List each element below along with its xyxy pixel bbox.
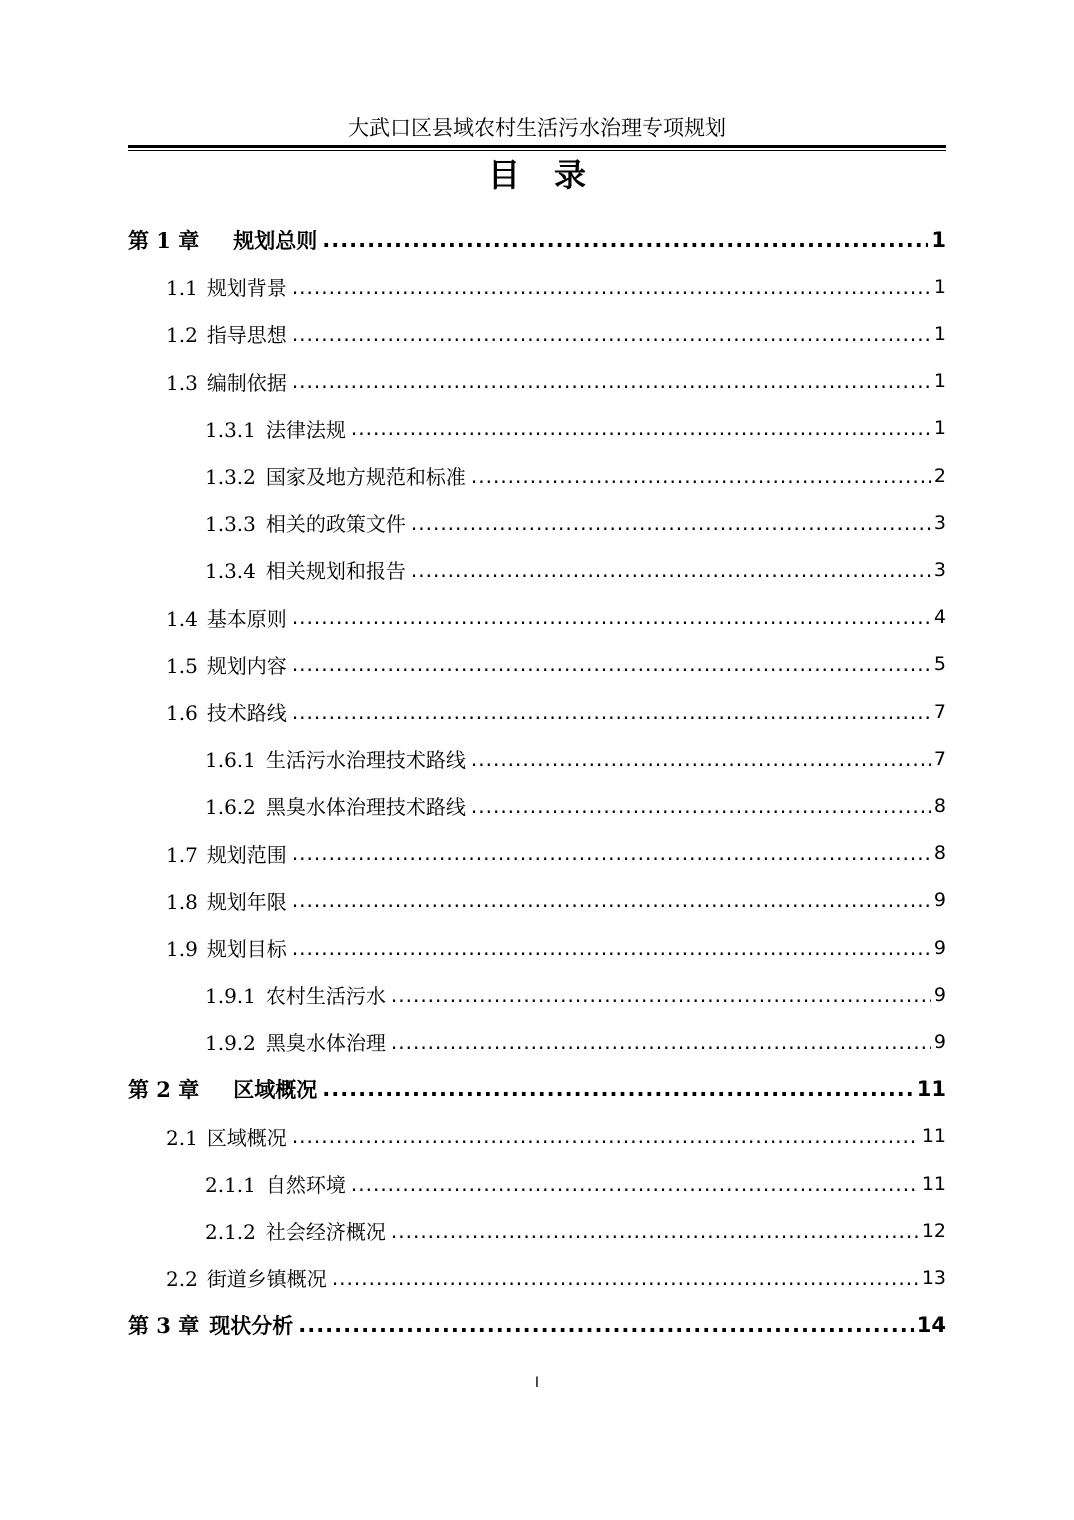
toc-dot-leader <box>292 888 931 912</box>
toc-entry-number: 1.9 <box>166 937 198 961</box>
toc-dot-leader <box>322 228 928 252</box>
toc-entry[interactable] <box>128 641 946 688</box>
toc-entry-label: 国家及地方规范和标准 <box>265 465 466 489</box>
toc-entry-number: 第 1 章 <box>128 227 200 253</box>
toc-entry-page: 7 <box>933 700 946 723</box>
toc-entry-label: 自然环境 <box>265 1173 346 1197</box>
toc-entry-label: 规划年限 <box>206 889 287 914</box>
toc-entry-label: 相关的政策文件 <box>265 512 406 537</box>
toc-entry-page: 9 <box>933 1030 946 1053</box>
toc-dot-leader <box>292 275 931 299</box>
toc-entry-number: 1.3.4 <box>205 559 256 584</box>
toc-entry[interactable] <box>128 310 946 357</box>
toc-entry-number: 1.3.1 <box>205 417 256 442</box>
toc-entry-page: 11 <box>916 1077 946 1102</box>
toc-entry[interactable] <box>128 782 946 829</box>
toc-entry[interactable] <box>128 216 946 263</box>
toc-dot-leader <box>471 464 931 488</box>
toc-entry-label: 规划背景 <box>206 276 287 301</box>
toc-entry-label: 区域概况 <box>206 1125 287 1150</box>
toc-entry-page: 12 <box>921 1219 946 1242</box>
toc-entry[interactable] <box>128 830 946 877</box>
toc-entry[interactable] <box>128 358 946 405</box>
toc-entry-page: 9 <box>933 936 946 959</box>
toc-entry[interactable] <box>128 971 946 1018</box>
toc-dot-leader <box>298 1313 914 1337</box>
toc-entry-page: 8 <box>933 794 946 817</box>
toc-entry-page: 5 <box>933 653 946 676</box>
toc-entry[interactable] <box>128 1113 946 1160</box>
toc-entry-page: 9 <box>933 889 946 912</box>
toc-entry[interactable] <box>128 452 946 499</box>
toc-entry-number: 1.5 <box>166 653 198 678</box>
toc-entry-page: 1 <box>933 275 946 298</box>
toc-entry[interactable] <box>128 546 946 593</box>
header-rule-thin <box>128 150 946 151</box>
toc-entry-label: 规划范围 <box>206 842 287 867</box>
toc-entry-page: 3 <box>933 511 946 534</box>
toc-entry-number: 1.8 <box>166 889 198 914</box>
toc-entry-number: 1.9.2 <box>205 1031 256 1056</box>
toc-entry[interactable] <box>128 877 946 924</box>
toc-entry-page: 8 <box>933 842 946 865</box>
page-number: I <box>534 1375 540 1391</box>
toc-entry-label: 指导思想 <box>206 323 287 348</box>
toc-entry-label: 规划总则 <box>233 227 318 253</box>
toc-entry-label: 基本原则 <box>206 606 287 631</box>
toc-entry[interactable] <box>128 1302 946 1349</box>
toc-dot-leader <box>292 652 931 676</box>
toc-entry-number: 1.9.1 <box>205 984 256 1009</box>
toc-entry-page: 4 <box>933 606 946 629</box>
toc-entry[interactable] <box>128 924 946 971</box>
toc-entry-label: 技术路线 <box>206 701 287 725</box>
toc-entry-page: 13 <box>921 1266 946 1289</box>
toc-dot-leader <box>351 416 931 440</box>
toc-entry[interactable] <box>128 1018 946 1065</box>
running-header-title: 大武口区县域农村生活污水治理专项规划 <box>348 116 726 140</box>
toc-entry-page: 14 <box>916 1313 946 1338</box>
toc-entry-page: 1 <box>933 322 946 345</box>
toc-entry-label: 现状分析 <box>209 1313 294 1339</box>
toc-dot-leader <box>351 1172 919 1196</box>
toc-entry-label: 规划内容 <box>206 653 287 678</box>
toc-dot-leader <box>411 511 931 535</box>
toc-entry-label: 街道乡镇概况 <box>206 1267 327 1292</box>
toc-entry-page: 11 <box>921 1125 946 1148</box>
toc-entry-number: 1.7 <box>166 842 198 867</box>
toc-entry-label: 社会经济概况 <box>265 1220 386 1245</box>
toc-entry-page: 3 <box>933 558 946 581</box>
toc-entry-number: 1.3.3 <box>205 512 256 537</box>
toc-dot-leader <box>292 1124 919 1148</box>
toc-entry[interactable] <box>128 1160 946 1207</box>
toc-entry-number: 1.1 <box>166 276 198 301</box>
toc-entry-label: 法律法规 <box>265 417 346 442</box>
toc-entry-number: 2.1 <box>166 1125 198 1150</box>
toc-entry[interactable] <box>128 735 946 782</box>
toc-entry-number: 1.3 <box>166 370 198 395</box>
toc-entry-number: 2.2 <box>166 1267 198 1292</box>
toc-dot-leader <box>292 700 931 724</box>
toc-title: 目录 <box>487 156 620 194</box>
toc-entry-number: 1.6.2 <box>205 795 256 820</box>
toc-entry-number: 1.4 <box>166 606 198 631</box>
toc-entry-label: 规划目标 <box>206 937 287 961</box>
toc-entry-label: 相关规划和报告 <box>265 559 406 584</box>
toc-entry-page: 1 <box>933 370 946 393</box>
toc-dot-leader <box>411 558 931 582</box>
toc-dot-leader <box>471 747 931 771</box>
toc-entry[interactable] <box>128 1207 946 1254</box>
toc-entry-number: 2.1.2 <box>205 1220 256 1245</box>
toc-entry[interactable] <box>128 499 946 546</box>
toc-entry[interactable] <box>128 405 946 452</box>
toc-dot-leader <box>292 322 931 346</box>
toc-entry-page: 2 <box>933 464 946 487</box>
toc-entry-page: 1 <box>931 227 946 252</box>
toc-dot-leader <box>292 841 931 865</box>
toc-entry-number: 1.6.1 <box>205 748 256 773</box>
toc-entry-number: 1.3.2 <box>205 465 256 489</box>
toc-entry[interactable] <box>128 688 946 735</box>
toc-entry-number: 2.1.1 <box>205 1173 256 1197</box>
toc-dot-leader <box>332 1266 919 1290</box>
toc-entry[interactable] <box>128 1066 946 1113</box>
toc-entry-number: 第 2 章 <box>128 1077 200 1103</box>
toc-entry-page: 11 <box>921 1172 946 1195</box>
toc-dot-leader <box>391 983 931 1007</box>
toc-entry[interactable] <box>128 594 946 641</box>
toc-entry-label: 黑臭水体治理技术路线 <box>265 795 466 820</box>
toc-dot-leader <box>292 936 931 960</box>
toc-entry[interactable] <box>128 1254 946 1301</box>
toc-entry-label: 农村生活污水 <box>265 984 386 1009</box>
toc-entry-page: 1 <box>933 417 946 440</box>
toc-entry-page: 7 <box>933 747 946 770</box>
toc-dot-leader <box>292 605 931 629</box>
toc-dot-leader <box>322 1077 914 1101</box>
toc-entry-number: 1.6 <box>166 701 198 725</box>
toc-entry[interactable] <box>128 263 946 310</box>
toc-dot-leader <box>391 1030 931 1054</box>
toc-dot-leader <box>292 369 931 393</box>
toc-entry-number: 1.2 <box>166 323 198 348</box>
toc-entry-page: 9 <box>933 983 946 1006</box>
toc-entry-label: 编制依据 <box>206 370 287 395</box>
toc-dot-leader <box>391 1219 919 1243</box>
toc-entry-label: 黑臭水体治理 <box>265 1031 386 1056</box>
toc-dot-leader <box>471 794 931 818</box>
toc-entry-number: 第 3 章 <box>128 1313 200 1339</box>
toc-entry-label: 区域概况 <box>233 1077 318 1103</box>
toc-entry-label: 生活污水治理技术路线 <box>265 748 466 773</box>
header-rule-thick <box>128 145 946 148</box>
